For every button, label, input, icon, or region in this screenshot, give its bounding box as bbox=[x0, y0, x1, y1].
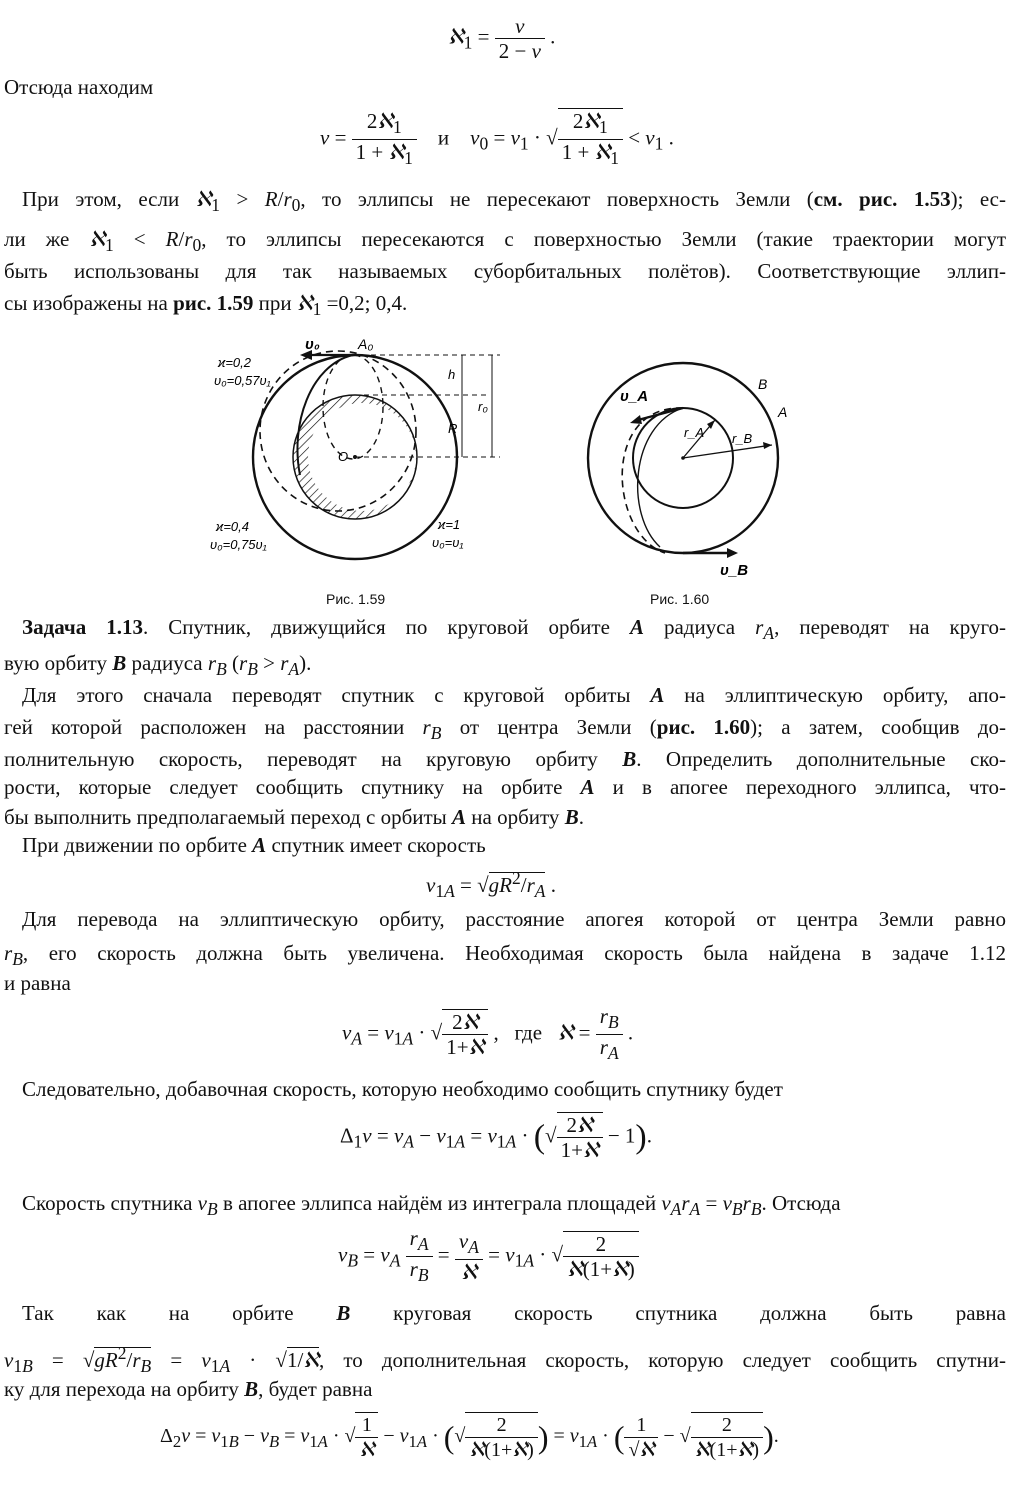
caption-fig-1-60: Рис. 1.60 bbox=[650, 591, 710, 607]
paragraph-1-line-3: быть использованы для так называемых суборбитальных полётов). Соответствующие эллип- bbox=[4, 259, 1006, 283]
formula-delta1v: $\Delta_1v = v_A - v_{1A} = v_{1A}$ · (√ $\frac{\text{2ℵ}}{\text{1+ℵ}}$ − 1). bbox=[340, 1113, 652, 1162]
paragraph-4-line-3: и равна bbox=[4, 971, 71, 995]
paragraph-2-line-2: гей которой расположен на расстоянии $r_B$ от центра Земли (рис. 1.60); а затем, сообщив до- bbox=[4, 715, 1007, 744]
paragraph-7-line-3: ку для перехода на орбиту B, будет равна bbox=[4, 1377, 373, 1401]
label-vA: υ_A bbox=[620, 388, 649, 405]
paragraph-1-line-2: ли же ℵ$_1$ < $R/r_0$, то эллипсы пересекаются с поверхностью Земли (такие траектории могут bbox=[4, 227, 1007, 256]
label-kappa-1: ϰ=1 bbox=[438, 517, 461, 532]
formula-nu-v0: ν = $\frac{2ℵ_1}{1 + ℵ_1}$ и $v_0 = v_1$ · √ $\frac{2ℵ_1}{1 + ℵ_1}$ < $v_1$ . bbox=[320, 109, 674, 169]
paragraph-2-line-4: рости, которые следует сообщить спутнику на орбите A и в апогее переходного эллипса, что- bbox=[4, 775, 1006, 799]
formula-v1A: $v_{1A} = √gR^2/r_A$ . bbox=[426, 868, 556, 902]
paragraph-1-line-1: При этом, если ℵ$_1$ > $R/r_0$, то эллипсы не пересекают поверхность Земли (см. рис. 1.53); ес- bbox=[22, 187, 1006, 216]
label-rA: r_A bbox=[684, 425, 705, 440]
label-rB: r_B bbox=[732, 431, 753, 446]
label-v0-v1: υ₀=υ₁ bbox=[432, 535, 464, 550]
paragraph-2-line-3: полнительную скорость, переводят на круговую орбиту B. Определить дополнительные ско- bbox=[4, 747, 1006, 771]
label-B: B bbox=[758, 376, 768, 392]
task-line-2: вую орбиту B радиуса $r_B$ $(r_B > r_A)$. bbox=[4, 651, 312, 680]
formula-vA: $v_A = v_{1A}$ · √ $\frac{\text{2ℵ}}{\text{1+ℵ}}$ , где ℵ = $\frac{r_B}{r_A}$ . bbox=[342, 1004, 634, 1064]
word-i: и bbox=[437, 125, 450, 150]
transfer-ellipse bbox=[622, 408, 683, 553]
label-A: A bbox=[778, 404, 788, 420]
label-v0-057: υ₀=0,57υ₁ bbox=[214, 373, 271, 388]
formula-delta2v: $\Delta_2v = v_{1B} - v_B = v_{1A}$ · √ $\frac{1}{\text{ℵ}}$ − $v_{1A}$ · (√ $\frac{2}{\text{ℵ(1+ℵ)}}$ ) = $v_{1A}$ · ( $\frac{1}{\text{√ℵ}}$ − √ $\frac{2}{\text{ℵ(1+ℵ)}}$ ). bbox=[160, 1414, 779, 1461]
label-vB: υ_B bbox=[720, 562, 749, 579]
label-O: O bbox=[338, 449, 349, 464]
caption-fig-1-59: Рис. 1.59 bbox=[326, 591, 386, 607]
label-v0-075: υ₀=0,75υ₁ bbox=[210, 537, 267, 552]
label-h: h bbox=[448, 367, 456, 382]
paragraph-5: Следовательно, добавочная скорость, которую необходимо сообщить спутнику будет bbox=[22, 1077, 783, 1101]
paragraph-7-line-2: $v_{1B} = √gR^2/r_B = v_{1A}$ · √1/ℵ, то дополнительная скорость, которую следует сообщить спутни- bbox=[4, 1343, 1006, 1377]
formula-vB: $v_B = v_A$ $\frac{r_A}{r_B}$ = $\frac{v_A}{\text{ℵ}}$ = $v_{1A}$ · √ $\frac{2}{\text{ℵ(1+ℵ)}}$ bbox=[338, 1226, 639, 1287]
label-kappa-04: ϰ=0,4 bbox=[216, 519, 249, 534]
paragraph-3: При движении по орбите A спутник имеет скорость bbox=[22, 833, 486, 857]
paragraph-7-line-1: Так как на орбите B круговая скорость спутника должна быть равна bbox=[22, 1301, 1006, 1325]
paragraph-6: Скорость спутника $v_B$ в апогее эллипса найдём из интеграла площадей $v_Ar_A = v_Br_B$. Отсюда bbox=[22, 1191, 841, 1220]
task-line-1: Задача 1.13. Спутник, движущийся по круговой орбите A радиуса $r_A$, переводят на круго- bbox=[22, 615, 1007, 644]
paragraph-4-line-2: $r_B$, его скорость должна быть увеличена. Необходимая скорость была найдена в задаче 1.12 bbox=[4, 941, 1006, 970]
label-A0: A₀ bbox=[358, 336, 374, 352]
label-v0: υ₀ bbox=[305, 336, 320, 353]
label-R: R bbox=[448, 421, 458, 436]
figure-1-59 bbox=[200, 335, 520, 595]
label-kappa-02: ϰ=0,2 bbox=[218, 355, 251, 370]
paragraph-1-line-4: сы изображены на рис. 1.59 при ℵ$_1$ =0,2; 0,4. bbox=[4, 291, 408, 320]
paragraph-2-line-1: Для этого сначала переводят спутник с круговой орбиты A на эллиптическую орбиту, апо- bbox=[22, 683, 1006, 707]
paragraph-2-line-5: бы выполнить предполагаемый переход с орбиты A на орбиту B. bbox=[4, 805, 584, 829]
text-otsyuda: Отсюда находим bbox=[4, 75, 154, 99]
paragraph-4-line-1: Для перевода на эллиптическую орбиту, расстояние апогея которой от центра Земли равно bbox=[22, 907, 1006, 931]
formula-aleph1: ℵ$_1$ = $\frac{\nu}{2 - \nu}$ . bbox=[448, 14, 556, 63]
label-r0: r₀ bbox=[478, 399, 488, 414]
figure-1-60 bbox=[570, 345, 800, 585]
